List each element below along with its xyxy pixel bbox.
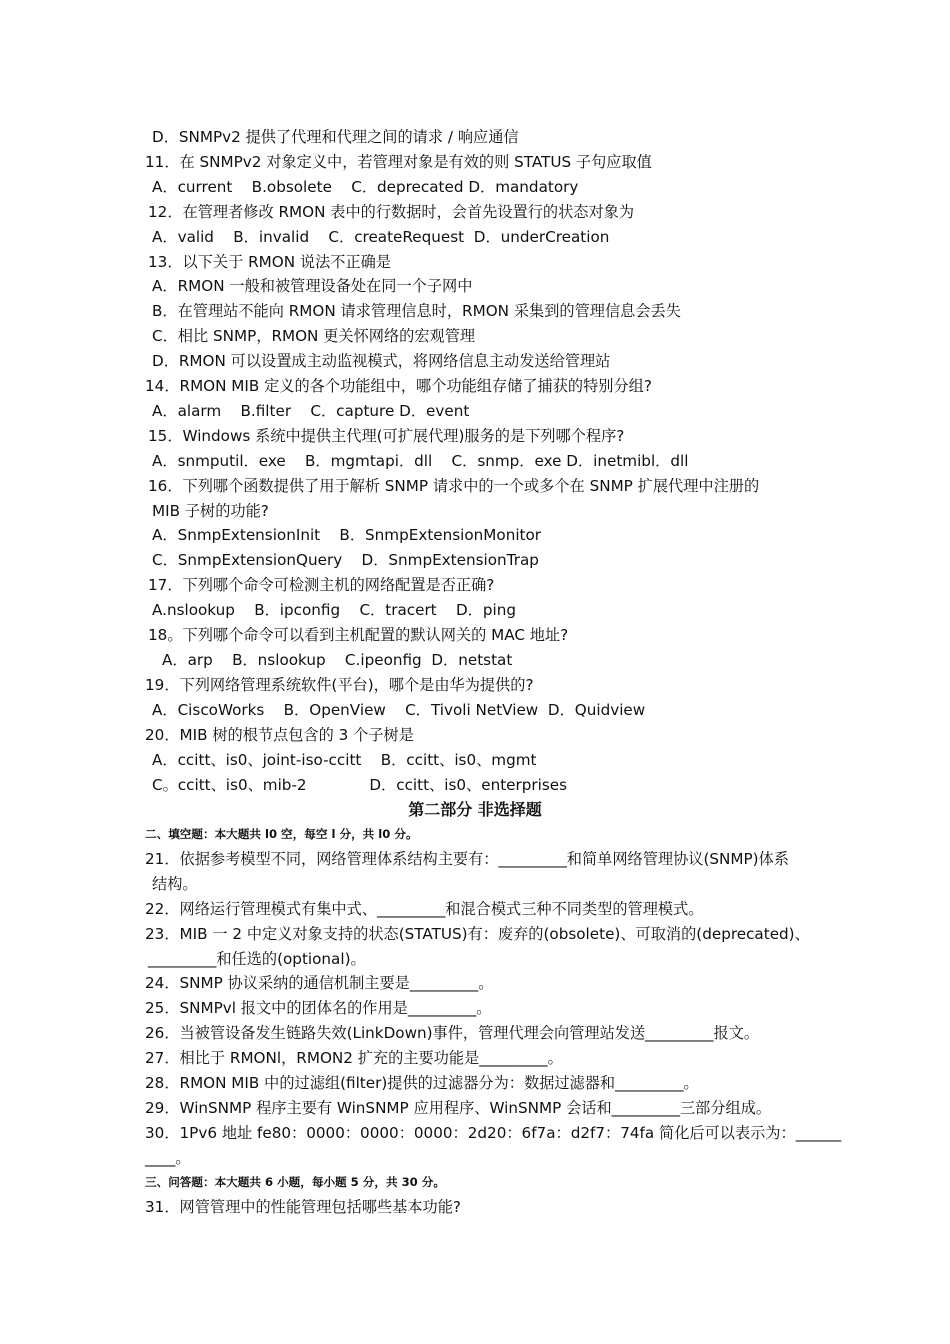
option-line: A．valid B．invalid C．createRequest D．underCreation [152,228,610,246]
option-line: A．RMON 一般和被管理设备处在同一个子网中 [152,277,473,295]
question-line: 25．SNMPvl 报文中的团体名的作用是_________。 [145,999,492,1017]
question-line: 31．网管管理中的性能管理包括哪些基本功能? [145,1198,461,1216]
option-line: A．SnmpExtensionInit B．SnmpExtensionMonitor [152,526,542,544]
question-continuation: MIB 子树的功能? [152,502,269,520]
option-line: A．arp B．nslookup C.ipeonfig D．netstat [162,651,513,669]
option-line: A.nslookup B．ipconfig C．tracert D．ping [152,601,516,619]
question-line: 22．网络运行管理模式有集中式、_________和混合模式三种不同类型的管理模式。 [145,900,704,918]
part-title: 第二部分 非选择题 [408,800,542,819]
question-continuation: ____。 [145,1149,191,1167]
option-line: D．SNMPv2 提供了代理和代理之间的请求 / 响应通信 [152,128,519,146]
question-line: 16．下列哪个函数提供了用于解析 SNMP 请求中的一个或多个在 SNMP 扩展代理中注册的 [148,477,760,495]
option-line: C。ccitt、is0、mib-2 D．ccitt、is0、enterprises [152,776,568,794]
option-line: C．相比 SNMP，RMON 更关怀网络的宏观管理 [152,327,476,345]
option-line: A．CiscoWorks B．OpenView C．Tivoli NetView D．Quidview [152,701,646,719]
option-line: A．current B.obsolete C．deprecated D．mandatory [152,178,579,196]
section-header: 三、问答题：本大题共 6 小题，每小题 5 分，共 30 分。 [145,1175,445,1189]
option-line: A．snmputil．exe B．mgmtapi．dll C．snmp．exe D．inetmibl．dll [152,452,689,470]
question-line: 27．相比于 RMONl，RMON2 扩充的主要功能是_________。 [145,1049,563,1067]
question-continuation: _________和任选的(optional)。 [148,950,366,968]
question-line: 17．下列哪个命令可检测主机的网络配置是否正确? [148,576,495,594]
question-line: 28．RMON MIB 中的过滤组(filter)提供的过滤器分为：数据过滤器和_________。 [145,1074,699,1092]
question-line: 12．在管理者修改 RMON 表中的行数据时，会首先设置行的状态对象为 [148,203,635,221]
option-line: C．SnmpExtensionQuery D．SnmpExtensionTrap [152,551,539,569]
option-line: A．alarm B.filter C．capture D．event [152,402,470,420]
question-line: 14．RMON MIB 定义的各个功能组中，哪个功能组存储了捕获的特别分组? [145,377,652,395]
question-line: 23．MIB 一 2 中定义对象支持的状态(STATUS)有：废弃的(obsolete)、可取消的(deprecated)、 [145,925,810,943]
question-line: 24．SNMP 协议采纳的通信机制主要是_________。 [145,974,494,992]
question-line: 11．在 SNMPv2 对象定义中，若管理对象是有效的则 STATUS 子句应取值 [145,153,652,171]
question-continuation: 结构。 [152,875,198,893]
option-line: A．ccitt、is0、joint-iso-ccitt B．ccitt、is0、mgmt [152,751,537,769]
question-line: 26．当被管设备发生链路失效(LinkDown)事件，管理代理会向管理站发送_________报文。 [145,1024,760,1042]
question-line: 29．WinSNMP 程序主要有 WinSNMP 应用程序、WinSNMP 会话和_________三部分组成。 [145,1099,772,1117]
section-header: 二、填空题：本大题共 l0 空，每空 l 分，共 l0 分。 [145,827,418,841]
option-line: B．在管理站不能向 RMON 请求管理信息时，RMON 采集到的管理信息会丢失 [152,302,681,320]
question-line: 15．Windows 系统中提供主代理(可扩展代理)服务的是下列哪个程序? [148,427,625,445]
option-line: D．RMON 可以设置成主动监视模式，将网络信息主动发送给管理站 [152,352,611,370]
question-line: 18。下列哪个命令可以看到主机配置的默认网关的 MAC 地址? [148,626,569,644]
question-line: 19．下列网络管理系统软件(平台)，哪个是由华为提供的? [145,676,534,694]
question-line: 30．1Pv6 地址 fe80：0000：0000：0000：2d20：6f7a：d2f7：74fa 简化后可以表示为：______ [145,1124,842,1142]
question-line: 13．以下关于 RMON 说法不正确是 [148,253,392,271]
question-line: 20．MIB 树的根节点包含的 3 个子树是 [145,726,414,744]
question-line: 21．依据参考模型不同，网络管理体系结构主要有：_________和简单网络管理协议(SNMP)体系 [145,850,789,868]
